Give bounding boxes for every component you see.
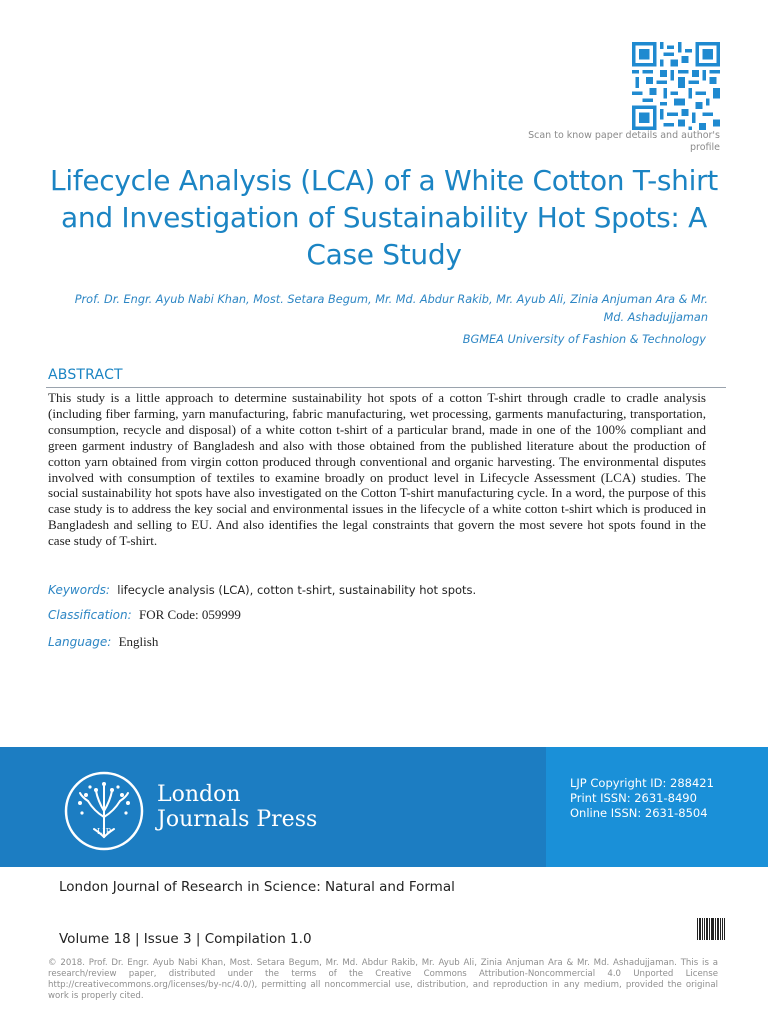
abstract-divider: [46, 387, 726, 388]
publisher-banner: [0, 747, 768, 867]
print-issn: Print ISSN: 2631-8490: [570, 791, 697, 805]
affiliation: BGMEA University of Fashion & Technology: [462, 333, 706, 346]
keywords-value: lifecycle analysis (LCA), cotton t-shirt, sustainability hot spots.: [117, 583, 477, 597]
publisher-name: [157, 782, 317, 832]
copyright-id: LJP Copyright ID: 288421: [570, 776, 714, 790]
paper-title: Lifecycle Analysis (LCA) of a White Cotton T-shirt and Investigation of Sustainability Hot Spots: A Case Study: [50, 164, 718, 271]
language-row: [48, 634, 158, 650]
logo-letters: LJP: [97, 827, 111, 836]
keywords-label: Keywords:: [48, 583, 110, 597]
barcode-icon: [697, 918, 725, 940]
publisher-name-line2: Journals Press: [157, 807, 318, 832]
tree-logo-icon: [64, 771, 144, 851]
volume-issue: Volume 18 | Issue 3 | Compilation 1.0: [59, 931, 312, 947]
language-value: English: [118, 634, 159, 649]
author-list: Prof. Dr. Engr. Ayub Nabi Khan, Most. Setara Begum, Mr. Md. Abdur Rakib, Mr. Ayub Ali, Zinia Anjuman Ara & Mr. Md. Ashadujjaman: [74, 293, 708, 324]
qr-code: [630, 42, 722, 130]
qr-caption: Scan to know paper details and author's profile: [528, 130, 720, 153]
abstract-heading: ABSTRACT: [48, 367, 123, 383]
abstract-body: This study is a little approach to determine sustainability hot spots of a cotton T-shirt through cradle to cradle analysis (including fiber farming, yarn manufacturing, fabric manufacturing, wet processing, garments manufacturing, transportation, consumption, recycle and disposal) of a white cotton t-shirt of a particular brand, made in one of the 100% compliant and green garment industry of Bangladesh and also with those obtained from the published literature about the production of cotton yarn obtained from virgin cotton produced through conventional and organic harvesting. The environmental disputes involved with consumption of textiles to examine broadly on product level in Lifecycle Assessment (LCA) studies. The social sustainability hot spots have also investigated on the Cotton T-shirt manufacturing cycle. In a word, the purpose of this case study is to address the key social and environmental issues in the lifecycle of a white cotton t-shirt which is produced in Bangladesh and selling to EU. And also identifies the legal constraints that govern the most severe hot spots found in the case study of T-shirt.: [48, 390, 706, 549]
language-label: Language:: [48, 635, 112, 649]
publisher-ids: [570, 776, 714, 821]
journal-name: London Journal of Research in Science: Natural and Formal: [59, 879, 455, 895]
publisher-name-line1: London: [157, 782, 241, 807]
online-issn: Online ISSN: 2631-8504: [570, 806, 708, 820]
classification-row: [48, 607, 241, 623]
keywords-row: [48, 583, 476, 597]
publisher-ids-panel: [546, 747, 768, 867]
classification-label: Classification:: [48, 608, 132, 622]
classification-value: FOR Code: 059999: [138, 607, 241, 622]
license-notice: © 2018. Prof. Dr. Engr. Ayub Nabi Khan, Most. Setara Begum, Mr. Md. Abdur Rakib, Mr. Ayub Ali, Zinia Anjuman Ara & Mr. Md. Ashadujjaman. This is a research/review paper, distributed under the terms of the Creative Commons Attribution-Noncommercial 4.0 Unported License http://creativecommons.org/licenses/by-nc/4.0/), permitting all noncommercial use, distribution, and reproduction in any medium, provided the original work is properly cited.: [48, 958, 718, 1001]
